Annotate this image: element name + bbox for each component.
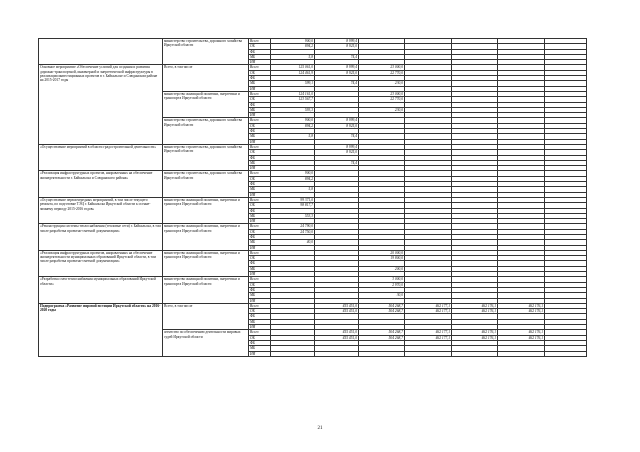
- executor-cell: Всего, в том числе: [163, 303, 249, 329]
- amount-cell: 22 770,0: [359, 70, 405, 75]
- funding-source-cell: ФБ: [249, 234, 271, 239]
- amount-cell: 455 451,0: [315, 335, 359, 340]
- amount-cell: 8 999,4: [315, 118, 359, 123]
- funding-source-cell: Всего: [249, 171, 271, 176]
- activity-name-cell: «Реализация инфраструктурных проектов, направленных на обеспечение жизнедеятельности муниципальных образований Иркутской области, в том числе разработка проектно-сметной документации»: [39, 250, 163, 276]
- amount-cell: 504 268,7: [359, 309, 405, 314]
- funding-source-cell: ФБ: [249, 102, 271, 107]
- amount-cell: 504 268,7: [359, 330, 405, 335]
- funding-source-cell: МБ: [249, 293, 271, 298]
- activity-name-cell: «Реконструкция системы теплоснабжения (тепловые сети) г. Байкальска, в том числе разработка проектно-сметной документации»: [39, 224, 163, 250]
- funding-source-cell: Всего: [249, 91, 271, 96]
- amount-cell: 3 000,0: [359, 277, 405, 282]
- amount-cell: [405, 351, 452, 356]
- funding-source-cell: ИИ: [249, 60, 271, 65]
- amount-cell: 462 177,1: [405, 309, 452, 314]
- funding-source-cell: ОБ: [249, 150, 271, 155]
- funding-source-cell: ИИ: [249, 351, 271, 356]
- executor-cell: министерство жилищной политики, энергетики и транспорта Иркутской области: [163, 224, 249, 250]
- activity-name-cell: Основное мероприятие «Обеспечение условий для создания и развития дорожно-транспортной, инженерной и энергетической инфраструктуры в реализации инвестиционных проектов в г. Байкальске и Слюдянском районе на 2015-2017 годы: [39, 65, 163, 144]
- amount-cell: 5,8: [271, 134, 315, 139]
- funding-source-cell: МБ: [249, 213, 271, 218]
- amount-cell: 22 770,0: [359, 97, 405, 102]
- funding-source-cell: ОБ: [249, 97, 271, 102]
- amount-cell: 20 000,0: [359, 250, 405, 255]
- funding-source-cell: Всего: [249, 197, 271, 202]
- amount-cell: [359, 351, 405, 356]
- funding-source-cell: Всего: [249, 65, 271, 70]
- amount-cell: 900,0: [271, 39, 315, 44]
- funding-source-cell: Всего: [249, 303, 271, 308]
- budget-table-sheet: [38, 38, 586, 357]
- funding-source-cell: ОБ: [249, 335, 271, 340]
- amount-cell: 8 925,0: [315, 70, 359, 75]
- amount-cell: 8 925,0: [315, 123, 359, 128]
- funding-source-cell: ИИ: [249, 219, 271, 224]
- amount-cell: 23 000,0: [359, 91, 405, 96]
- amount-cell: 200,0: [359, 266, 405, 271]
- amount-cell: 230,0: [359, 81, 405, 86]
- executor-cell: министерство строительства, дорожного хозяйства Иркутской области: [163, 171, 249, 197]
- funding-source-cell: ФБ: [249, 49, 271, 54]
- funding-source-cell: ФБ: [249, 76, 271, 81]
- funding-source-cell: ИИ: [249, 166, 271, 171]
- funding-source-cell: ОБ: [249, 176, 271, 181]
- budget-table-body: [39, 39, 587, 357]
- funding-source-cell: ФБ: [249, 208, 271, 213]
- amount-cell: 462 176,1: [452, 335, 498, 340]
- amount-cell: 462 176,1: [498, 330, 545, 335]
- executor-cell: министерство жилищной политики, энергетики и транспорта Иркутской области: [163, 197, 249, 223]
- funding-source-cell: ФБ: [249, 129, 271, 134]
- amount-cell: 894,2: [271, 44, 315, 49]
- amount-cell: 124 161,0: [271, 91, 315, 96]
- amount-cell: 23 000,0: [359, 65, 405, 70]
- executor-cell: министерство строительства, дорожного хозяйства Иркутской области: [163, 144, 249, 170]
- funding-source-cell: ФБ: [249, 261, 271, 266]
- amount-cell: 455 451,0: [315, 303, 359, 308]
- amount-cell: 900,0: [271, 171, 315, 176]
- funding-source-cell: ОБ: [249, 256, 271, 261]
- amount-cell: 24 790,0: [271, 224, 315, 229]
- funding-source-cell: ИИ: [249, 272, 271, 277]
- funding-source-cell: МБ: [249, 160, 271, 165]
- funding-source-cell: МБ: [249, 266, 271, 271]
- amount-cell: 462 177,1: [405, 303, 452, 308]
- amount-cell: 99 371,0: [271, 197, 315, 202]
- funding-source-cell: МБ: [249, 319, 271, 324]
- executor-cell: министерство строительства, дорожного хозяйства Иркутской области: [163, 39, 249, 65]
- amount-cell: 40,0: [271, 240, 315, 245]
- amount-cell: 19 800,0: [359, 256, 405, 261]
- amount-cell: 98 817,7: [271, 203, 315, 208]
- amount-cell: 124 461,9: [271, 70, 315, 75]
- activity-name-cell: Подпрограмма «Развитие мировой юстиции Иркутской области» на 2016-2020 годы: [39, 303, 163, 356]
- amount-cell: 455 451,0: [315, 330, 359, 335]
- amount-cell: 462 176,1: [498, 309, 545, 314]
- executor-cell: министерство жилищной политики, энергетики и транспорта Иркутской области: [163, 91, 249, 117]
- funding-source-cell: Всего: [249, 118, 271, 123]
- funding-source-cell: ФБ: [249, 182, 271, 187]
- executor-cell: министерство строительства, дорожного хозяйства Иркутской области: [163, 118, 249, 144]
- funding-source-cell: МБ: [249, 134, 271, 139]
- executor-cell: агентство по обеспечению деятельности мировых судей Иркутской области: [163, 330, 249, 356]
- funding-source-cell: ОБ: [249, 203, 271, 208]
- amount-cell: 8 925,0: [315, 150, 359, 155]
- funding-source-cell: ФБ: [249, 287, 271, 292]
- amount-cell: 900,0: [271, 118, 315, 123]
- amount-cell: 462 176,1: [452, 303, 498, 308]
- amount-cell: 24 750,0: [271, 229, 315, 234]
- executor-cell: министерство жилищной политики, энергетики и транспорта Иркутской области: [163, 277, 249, 303]
- amount-cell: [545, 351, 587, 356]
- amount-cell: 504 268,7: [359, 335, 405, 340]
- funding-source-cell: МБ: [249, 107, 271, 112]
- executor-cell: министерство жилищной политики, энергетики и транспорта Иркутской области: [163, 250, 249, 276]
- amount-cell: 8 999,4: [315, 144, 359, 149]
- funding-source-cell: ИИ: [249, 86, 271, 91]
- activity-name-cell: «Реализация инфраструктурных проектов, направленных на обеспечение жизнедеятельности г. Байкальска и Слюдянского района»: [39, 171, 163, 197]
- amount-cell: 74,4: [315, 81, 359, 86]
- amount-cell: 455 451,0: [315, 309, 359, 314]
- funding-source-cell: ОБ: [249, 44, 271, 49]
- amount-cell: 5,8: [271, 54, 315, 59]
- amount-cell: [271, 351, 315, 356]
- funding-source-cell: ОБ: [249, 229, 271, 234]
- funding-source-cell: ИИ: [249, 139, 271, 144]
- funding-source-cell: ИИ: [249, 298, 271, 303]
- amount-cell: 74,4: [315, 160, 359, 165]
- amount-cell: 8 999,4: [315, 65, 359, 70]
- activity-name-cell: «Разработка схем теплоснабжения муниципальных образований Иркутской области»: [39, 277, 163, 303]
- amount-cell: 125 061,0: [271, 65, 315, 70]
- amount-cell: 74,4: [315, 134, 359, 139]
- funding-source-cell: Всего: [249, 277, 271, 282]
- funding-source-cell: Всего: [249, 330, 271, 335]
- amount-cell: 8 925,0: [315, 44, 359, 49]
- amount-cell: 894,2: [271, 176, 315, 181]
- amount-cell: 8 999,4: [315, 39, 359, 44]
- funding-source-cell: ИИ: [249, 325, 271, 330]
- budget-table: [38, 38, 587, 357]
- amount-cell: 462 177,1: [405, 335, 452, 340]
- activity-name-cell: «Осуществление мероприятий в области градостроительной деятельности»: [39, 144, 163, 170]
- funding-source-cell: ИИ: [249, 113, 271, 118]
- amount-cell: 123 567,7: [271, 97, 315, 102]
- funding-source-cell: ОБ: [249, 70, 271, 75]
- activity-name-cell: «Осуществление первоочередных мероприятий, в том числе текущего ремонта, по подготовке ТЭЦ г. Байкальска Иркутской области к осенне-зимнему периоду 2015-2016 годов»: [39, 197, 163, 223]
- amount-cell: 462 176,1: [452, 309, 498, 314]
- amount-cell: 462 177,1: [405, 330, 452, 335]
- funding-source-cell: МБ: [249, 346, 271, 351]
- funding-source-cell: Всего: [249, 224, 271, 229]
- amount-cell: [498, 351, 545, 356]
- amount-cell: [315, 351, 359, 356]
- funding-source-cell: ФБ: [249, 314, 271, 319]
- amount-cell: 30,0: [359, 293, 405, 298]
- amount-cell: 593,3: [271, 107, 315, 112]
- amount-cell: 2 970,0: [359, 282, 405, 287]
- amount-cell: 553,3: [271, 213, 315, 218]
- amount-cell: [452, 351, 498, 356]
- funding-source-cell: ИИ: [249, 245, 271, 250]
- amount-cell: 74,4: [315, 54, 359, 59]
- amount-cell: 5,8: [271, 187, 315, 192]
- amount-cell: 462 176,1: [498, 335, 545, 340]
- amount-cell: 599,1: [271, 81, 315, 86]
- funding-source-cell: МБ: [249, 187, 271, 192]
- activity-name-cell: [39, 39, 163, 65]
- funding-source-cell: Всего: [249, 250, 271, 255]
- page-number: 21: [317, 426, 323, 431]
- amount-cell: 462 176,1: [452, 330, 498, 335]
- funding-source-cell: ОБ: [249, 123, 271, 128]
- amount-cell: 894,2: [271, 123, 315, 128]
- funding-source-cell: ФБ: [249, 340, 271, 345]
- executor-cell: Всего, в том числе: [163, 65, 249, 91]
- amount-cell: 504 268,7: [359, 303, 405, 308]
- amount-cell: 462 176,1: [498, 303, 545, 308]
- amount-cell: 230,0: [359, 107, 405, 112]
- funding-source-cell: ИИ: [249, 192, 271, 197]
- funding-source-cell: МБ: [249, 54, 271, 59]
- funding-source-cell: ФБ: [249, 155, 271, 160]
- funding-source-cell: Всего: [249, 39, 271, 44]
- funding-source-cell: МБ: [249, 81, 271, 86]
- funding-source-cell: Всего: [249, 144, 271, 149]
- funding-source-cell: МБ: [249, 240, 271, 245]
- funding-source-cell: ОБ: [249, 282, 271, 287]
- funding-source-cell: ОБ: [249, 309, 271, 314]
